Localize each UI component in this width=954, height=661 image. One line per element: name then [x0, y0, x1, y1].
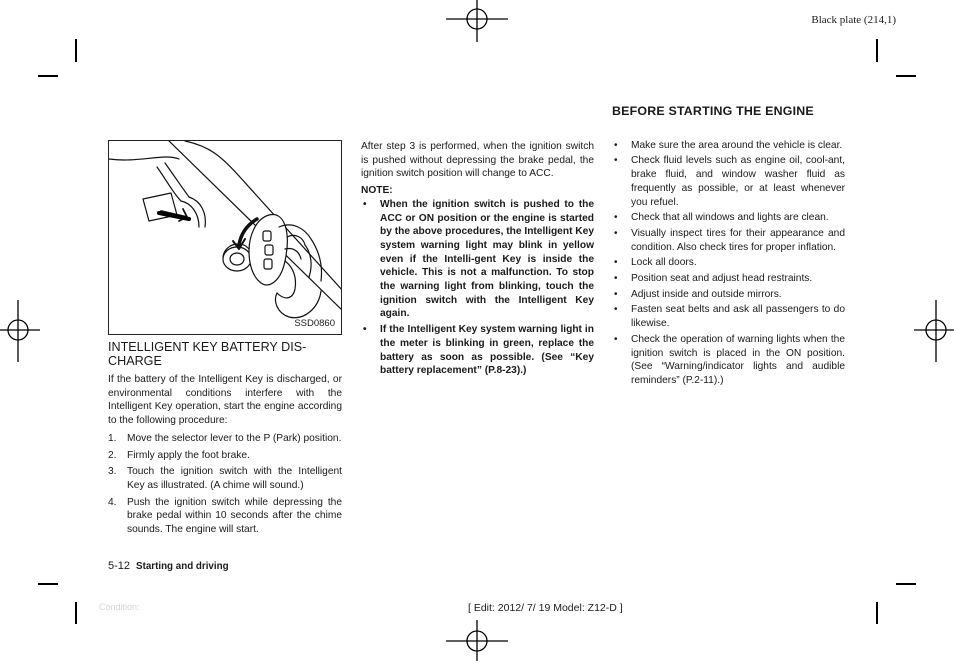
- page-footer: [108, 560, 229, 572]
- list-item: • Adjust inside and outside mirrors.: [612, 288, 845, 302]
- page-number: 5-12: [108, 560, 131, 572]
- section-heading-battery: INTELLIGENT KEY BATTERY DIS-CHARGE: [108, 340, 307, 368]
- figure-caption: SSD0860: [294, 318, 335, 329]
- list-item: • When the ignition switch is pushed to the ACC or ON position or the engine is started by the above procedures, the Intelligent Key system warning light may blink in yellow even if the Intelli-gent Key is inside the vehicle. This is not a malfunction. To stop the warning light from blinking, touch the ignition switch with the Intelligent Key again.: [361, 198, 594, 321]
- list-item: • Lock all doors.: [612, 256, 845, 270]
- after-step-paragraph: After step 3 is performed, when the ignition switch is pushed without depressing the brake pedal, the ignition switch position will change to ACC.: [361, 141, 594, 180]
- note-label: NOTE:: [361, 185, 393, 197]
- list-item: 4. Push the ignition switch while depressing the brake pedal within 10 seconds after the chime sounds. The engine will start.: [108, 496, 342, 536]
- middle-column: [361, 140, 594, 380]
- list-item: • Check the operation of warning lights when the ignition switch is placed in the ON position. (See “Warning/indicator lights and audible reminders” (P.2-11).): [612, 333, 845, 388]
- list-item: • Check fluid levels such as engine oil, cool-ant, brake fluid, and window washer fluid as frequently as possible, or at least whenever you refuel.: [612, 154, 845, 209]
- note-list: [361, 198, 594, 378]
- footer-section-title: Starting and driving: [136, 561, 229, 572]
- list-item: • Check that all windows and lights are clean.: [612, 211, 845, 225]
- right-column: [612, 105, 845, 390]
- section-heading-before-starting: BEFORE STARTING THE ENGINE: [612, 104, 814, 118]
- list-item: • If the Intelligent Key system warning light in the meter is blinking in green, replace the battery as soon as possible. (See “Key battery replacement” (P.8-23).): [361, 323, 594, 378]
- checklist: [612, 139, 845, 388]
- left-column: [108, 340, 342, 540]
- list-item: 1. Move the selector lever to the P (Park) position.: [108, 432, 342, 444]
- intro-paragraph: If the battery of the Intelligent Key is discharged, or environmental conditions interfere with the Intelligent Key operation, start the engine according to the following procedure:: [108, 374, 342, 427]
- condition-label: Condition:: [99, 602, 140, 612]
- list-item: • Make sure the area around the vehicle is clear.: [612, 139, 845, 153]
- edit-info: [ Edit: 2012/ 7/ 19 Model: Z12-D ]: [468, 602, 623, 614]
- plate-label: Black plate (214,1): [811, 14, 896, 26]
- list-item: • Position seat and adjust head restraints.: [612, 272, 845, 286]
- procedure-steps: [108, 432, 342, 537]
- list-item: • Visually inspect tires for their appearance and condition. Also check tires for proper inflation.: [612, 227, 845, 254]
- list-item: • Fasten seat belts and ask all passengers to do likewise.: [612, 303, 845, 330]
- illustration-ignition-key: [108, 140, 342, 335]
- list-item: 2. Firmly apply the foot brake.: [108, 449, 250, 461]
- list-item: 3. Touch the ignition switch with the Intelligent Key as illustrated. (A chime will sound.): [108, 466, 342, 491]
- ignition-key-drawing: [109, 141, 342, 335]
